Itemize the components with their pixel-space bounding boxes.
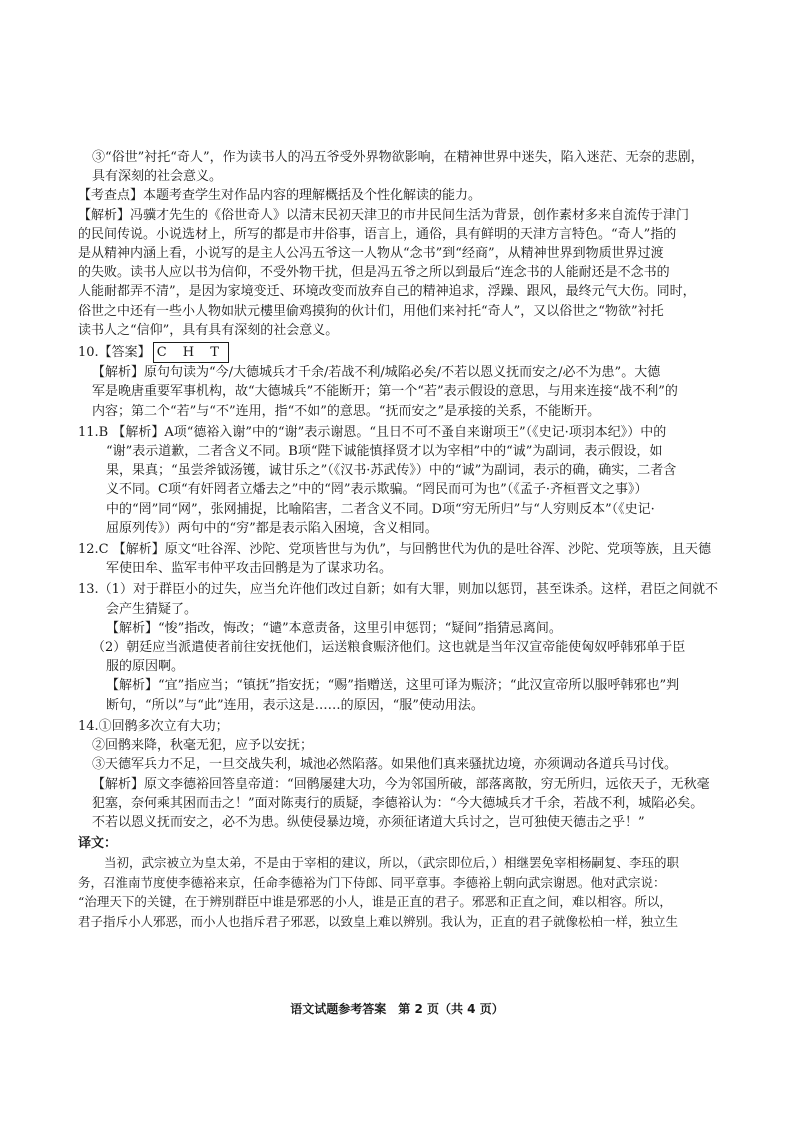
q13-2-jiexi-line1: 【解析】“宜”指应当；“镇抚”指安抚；“赐”指赠送，这里可译为赈济；“此汉宣帝所以服呼韩邪也”判 [106, 678, 680, 694]
q9-jiexi-line2: 的民间传说。小说选材上，所写的都是市井俗事，语言上，通俗，具有鲜明的天津方言特色。“奇人”指的 [78, 226, 677, 242]
q13-1-line1: 13.（1）对于群臣小的过失，应当允许他们改过自新；如有大罪，则加以惩罚，甚至诛杀。这样，君臣之间就不 [78, 582, 718, 598]
q10-jiexi-line2: 军是晚唐重要军事机构，故“大德城兵”不能断开；第一个“若”表示假设的意思，与用来连接“战不利”的 [92, 384, 678, 400]
q9-point3-line1: ③“俗世”衬托“奇人”，作为读书人的冯五爷受外界物欲影响，在精神世界中迷失，陷入迷茫、无奈的悲剧， [92, 150, 704, 165]
q10-jiexi-line3: 内容；第二个“若”与“不”连用，指“不如”的意思。“抚而安之”是承接的关系，不能断开。 [92, 403, 601, 419]
yiwen-line2: 务，召淮南节度使李德裕来京，任命李德裕为门下侍郎、同平章事。李德裕上朝向武宗谢恩。他对武宗说： [78, 874, 666, 890]
q9-jiexi-line3: 是从精神内涵上看，小说写的是主人公冯五爷这一人物从“念书”到“经商”，从精神世界到物质世界过渡 [78, 246, 664, 262]
q9-point3-line2: 具有深刻的社会意义。 [92, 169, 223, 185]
q13-2-jiexi-line2: 断句，“所以”与“此”连用，表示这是……的原因，“服”使动用法。 [106, 697, 484, 713]
q10-answer [78, 342, 720, 363]
q10-answer-boxes: C H T [153, 342, 229, 363]
q12-line2: 军使田牟、监军韦仲平攻击回鹘是为了谋求功名。 [106, 561, 393, 577]
yiwen-line4: 君子指斥小人邪恶，而小人也指斥君子邪恶，以致皇上难以辨别。我认为，正直的君子就像松柏一样，独立生 [78, 913, 679, 929]
q10-jiexi-line1: 【解析】原句句读为“今/大德城兵才千余/若战不利/城陷必矣/不若以恩义抚而安之/必不为患”。大德 [92, 365, 661, 381]
q9-jiexi-line1: 【解析】冯骥才先生的《俗世奇人》以清末民初天津卫的市井民间生活为背景，创作素材多来自流传于津门 [78, 207, 690, 223]
q11-line4: 义不同。C项“有奸罔者立燔去之”中的“罔”表示欺骗。“罔民而可为也”（《孟子·齐桓晋文之事》） [106, 482, 648, 498]
q11-line3: 果，果真；“虽尝斧钺汤镬，诚甘乐之”（《汉书·苏武传》）中的“诚”为副词，表示的确，确实，二者含 [106, 463, 677, 479]
q14-jiexi-line2: 犯塞，奈何乘其困而击之！”面对陈夷行的质疑，李德裕认为：“今大德城兵才千余，若战不利，城陷必矣。 [92, 795, 704, 811]
q11-line6: 屈原列传》）两句中的“穷”都是表示陷入困境，含义相同。 [106, 520, 438, 536]
q9-kaochadian: 【考查点】本题考查学生对作品内容的理解概括及个性化解读的能力。 [78, 188, 482, 204]
q9-jiexi-line5: 人能耐都弄不清”，是因为家境变迁、环境改变而放弃自己的精神追求，浮躁、跟风，最终元气大伤。同时， [78, 284, 696, 300]
q9-jiexi-line4: 的失败。读书人应以书为信仰，不受外物干扰，但是冯五爷之所以到最后“连念书的人能耐还是不念书的 [78, 265, 670, 281]
q10-answer-prefix: 10.【答案】 [78, 345, 151, 361]
answer-page [78, 148, 720, 931]
q11-line5: 中的“罔”同“网”，张网捕捉，比喻陷害，二者含义不同。D项“穷无所归”与“人穷则反本”（《史记· [106, 501, 655, 517]
q11-line2: “谢”表示道歉，二者含义不同。B项“陛下诚能慎择贤才以为宰相”中的“诚”为副词，表示假设，如 [106, 444, 663, 460]
yiwen-title: 译文： [78, 836, 118, 852]
q14-point2: ②回鹘来降，秋毫无犯，应予以安抚； [92, 738, 314, 754]
q9-jiexi-line6: 俗世之中还有一些小人物如狀元樓里偷鸡摸狗的伙计们，用他们来衬托“奇人”，又以俗世之“物欲”衬托 [78, 303, 664, 319]
yiwen-line3: “治理天下的关键，在于辨别群臣中谁是邪恶的小人，谁是正直的君子。邪恶和正直之间，难以相容。所以， [78, 894, 672, 910]
q14-jiexi-line3: 不若以恩义抚而安之，必不为患。纵使侵暴边境，亦须征诸道大兵讨之，岂可独使天德击之乎！” [92, 814, 645, 830]
q13-2-line2: 服的原因啊。 [106, 659, 185, 675]
q14-point1: 14.①回鹘多次立有大功； [78, 718, 229, 734]
q13-1-line2: 会产生猜疑了。 [106, 601, 198, 617]
q11-line1: 11.B 【解析】A项“德裕入谢”中的“谢”表示谢恩。“且日不可不蚤自来谢项王”（《史记·项羽本纪》）中的 [78, 424, 667, 440]
q9-jiexi-line7: 读书人之“信仰”，具有具有深刻的社会意义。 [78, 322, 339, 338]
page-footer: 语文试题参考答案 第 2 页（共 4 页） [290, 1002, 504, 1016]
q12-line1: 12.C 【解析】原文“吐谷浑、沙陀、党项皆世与为仇”，与回鹘世代为仇的是吐谷浑、沙陀、党项等族，且天德 [78, 542, 712, 558]
yiwen-line1: 当初，武宗被立为皇太弟，不是由于宰相的建议，所以，（武宗即位后，）相继罢免宰相杨嗣复、李珏的职 [104, 855, 680, 871]
q14-point3: ③天德军兵力不足，一旦交战失利，城池必然陷落。如果他们真来骚扰边境，亦须调动各道兵马讨伐。 [92, 757, 678, 773]
q13-1-jiexi: 【解析】“悛”指改，悔改；“谴”本意责备，这里引申惩罚；“疑间”指猜忌离间。 [106, 620, 562, 636]
q14-jiexi-line1: 【解析】原文李德裕回答皇帝道：“回鹘屡建大功，今为邻国所破，部落离散，穷无所归，远依天子，无秋毫 [92, 776, 710, 792]
q13-2-line1: （2）朝廷应当派遣使者前往安抚他们，运送粮食赈济他们。这也就是当年汉宣帝能使匈奴呼韩邪单于臣 [92, 640, 686, 656]
